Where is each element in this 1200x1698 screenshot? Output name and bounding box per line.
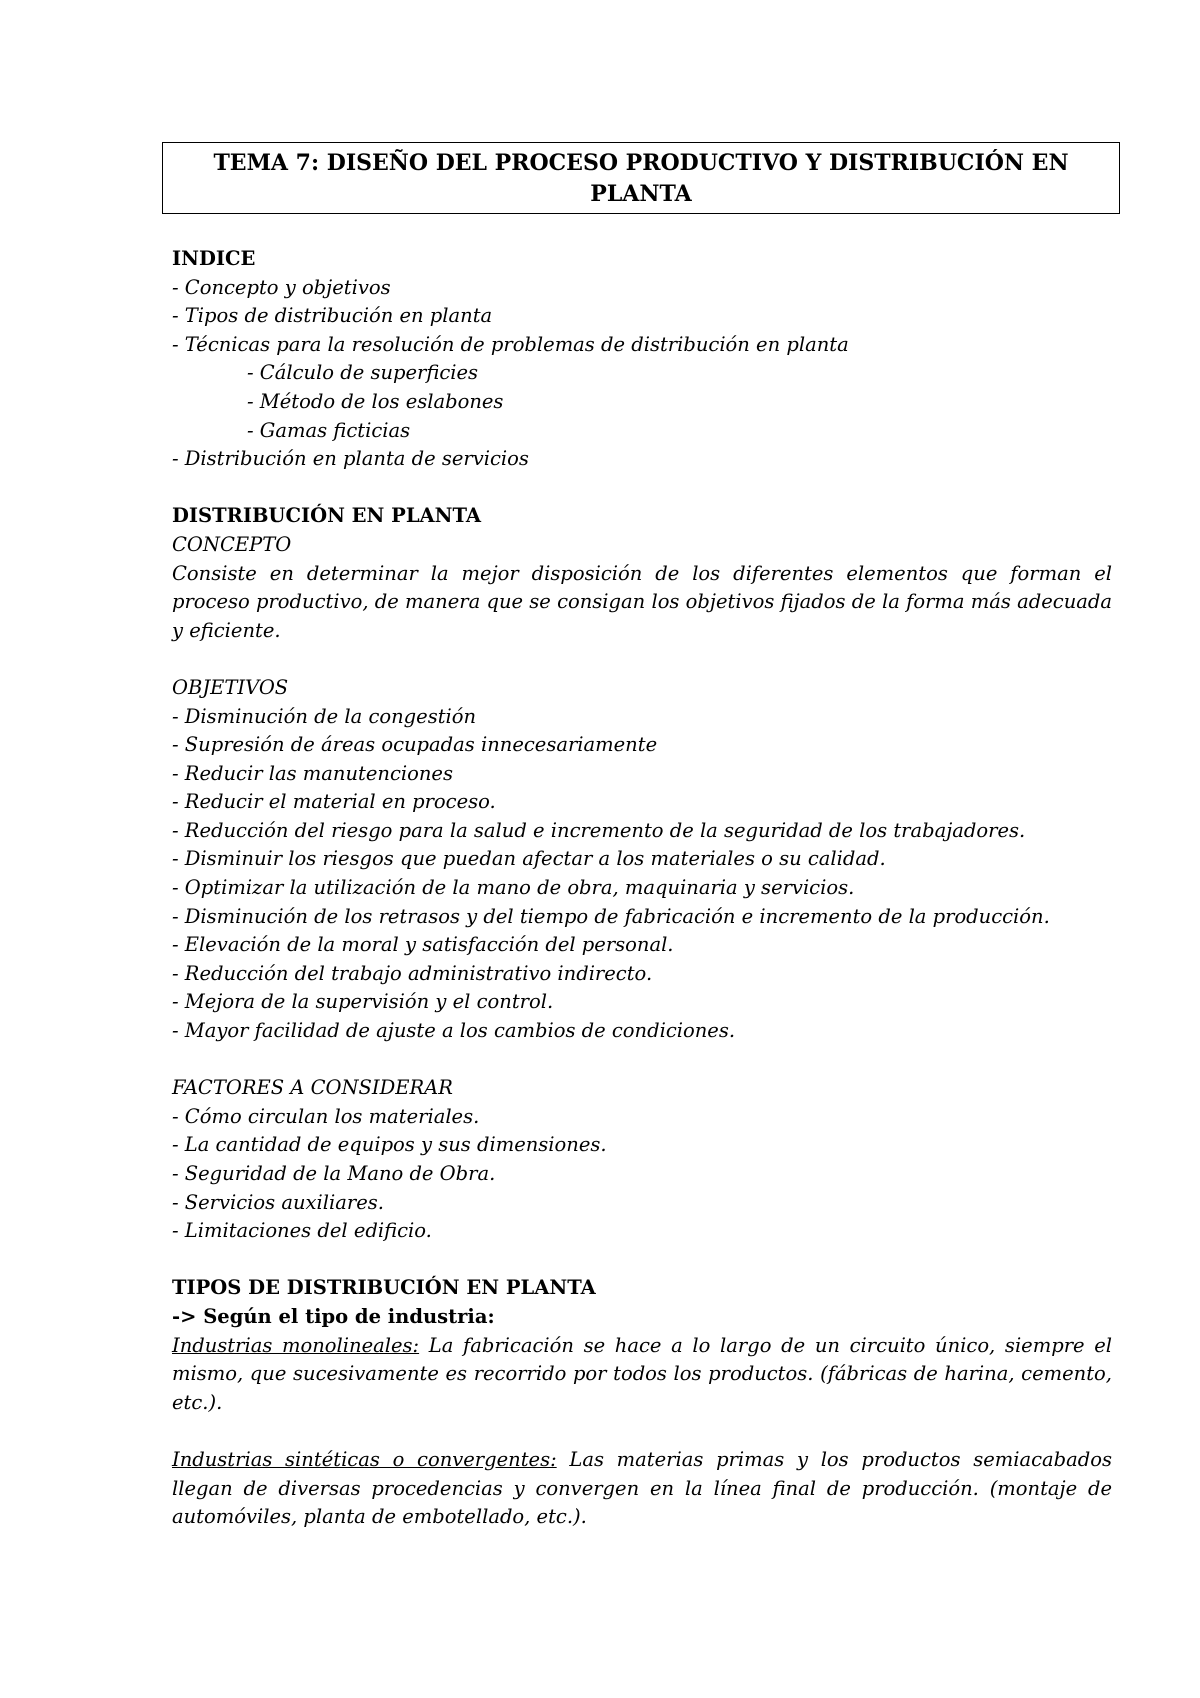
- sinteticas-paragraph: [172, 1446, 1112, 1532]
- monolineales-text: La fabricación se hace a lo largo de un circuito único, siempre el mismo, que sucesivamente es recorrido por todos los productos. (fábricas de harina, cemento, etc.).: [172, 1333, 1112, 1414]
- objetivo-item: - Reducción del trabajo administrativo indirecto.: [172, 961, 653, 985]
- document-title-line-1: TEMA 7: DISEÑO DEL PROCESO PRODUCTIVO Y DISTRIBUCIÓN EN: [213, 150, 1069, 176]
- objetivo-item: - Reducir las manutenciones: [172, 761, 453, 785]
- objetivo-item: - Disminución de los retrasos y del tiempo de fabricación e incremento de la producción.: [172, 904, 1050, 928]
- sinteticas-text: Las materias primas y los productos semiacabados llegan de diversas procedencias y convergen en la línea final de producción. (montaje de automóviles, planta de embotellado, etc.).: [172, 1447, 1112, 1529]
- objetivo-item: - Elevación de la moral y satisfacción del personal.: [172, 933, 674, 957]
- objetivos-label: OBJETIVOS: [172, 675, 289, 699]
- objetivo-item: - Supresión de áreas ocupadas innecesariamente: [172, 733, 658, 757]
- monolineales-paragraph: [172, 1332, 1112, 1418]
- tipos-subheading: -> Según el tipo de industria:: [172, 1304, 495, 1328]
- objetivo-item: - Optimizar la utilización de la mano de obra, maquinaria y servicios.: [172, 876, 855, 900]
- objetivo-item: - Reducción del riesgo para la salud e incremento de la seguridad de los trabajadores.: [172, 818, 1026, 842]
- factor-item: - Limitaciones del edificio.: [172, 1219, 432, 1243]
- factor-item: - La cantidad de equipos y sus dimensiones.: [172, 1133, 607, 1157]
- indice-subitem: - Método de los eslabones: [247, 389, 504, 413]
- factores-label: FACTORES A CONSIDERAR: [172, 1076, 453, 1100]
- factor-item: - Seguridad de la Mano de Obra.: [172, 1162, 496, 1185]
- sinteticas-label: Industrias sintéticas o convergentes:: [172, 1447, 557, 1471]
- indice-item: - Concepto y objetivos: [172, 275, 391, 299]
- document-title-line-2: PLANTA: [590, 181, 692, 207]
- document-body: [172, 245, 1112, 1532]
- factor-item: - Cómo circulan los materiales.: [172, 1104, 480, 1128]
- objetivo-item: - Disminuir los riesgos que puedan afectar a los materiales o su calidad.: [172, 847, 886, 871]
- indice-heading: INDICE: [172, 247, 256, 270]
- concepto-paragraph: Consiste en determinar la mejor disposición de los diferentes elementos que forman el proceso productivo, de manera que se consigan los objetivos fijados de la forma más adecuada y eficiente.: [172, 561, 1112, 642]
- objetivo-item: - Disminución de la congestión: [172, 704, 477, 728]
- indice-item: - Técnicas para la resolución de problemas de distribución en planta: [172, 332, 849, 356]
- objetivo-item: - Reducir el material en proceso.: [172, 790, 496, 814]
- objetivo-item: - Mayor facilidad de ajuste a los cambios de condiciones.: [172, 1019, 736, 1043]
- tipos-heading: TIPOS DE DISTRIBUCIÓN EN PLANTA: [172, 1276, 596, 1300]
- indice-item: - Tipos de distribución en planta: [172, 304, 493, 328]
- indice-subitem: - Gamas ficticias: [247, 418, 411, 442]
- document-title-box: [162, 142, 1120, 214]
- concepto-label: CONCEPTO: [172, 532, 292, 556]
- objetivo-item: - Mejora de la supervisión y el control.: [172, 990, 554, 1014]
- monolineales-label: Industrias monolineales:: [172, 1333, 420, 1357]
- indice-item: - Distribución en planta de servicios: [172, 447, 529, 471]
- distribucion-heading: DISTRIBUCIÓN EN PLANTA: [172, 504, 482, 528]
- factor-item: - Servicios auxiliares.: [172, 1190, 384, 1214]
- indice-subitem: - Cálculo de superficies: [247, 361, 479, 385]
